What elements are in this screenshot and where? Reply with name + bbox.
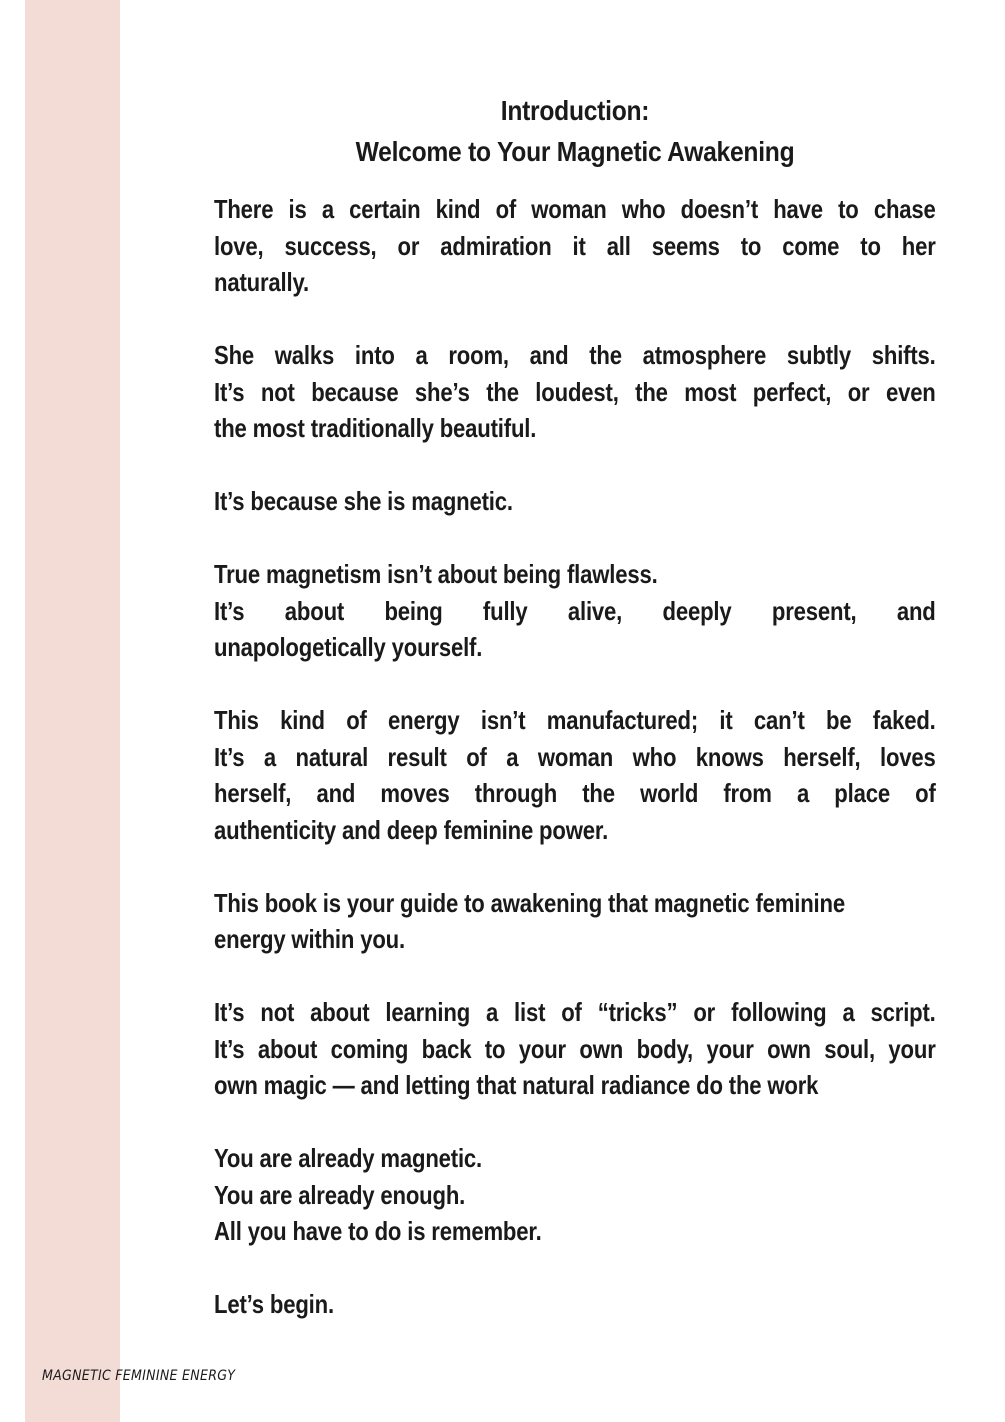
paragraph-4 bbox=[214, 556, 936, 666]
text-line: herself, and moves through the world from a place of bbox=[214, 778, 936, 808]
text-line: You are already enough. bbox=[214, 1179, 466, 1210]
text-line: It’s about being fully alive, deeply present, and bbox=[214, 595, 936, 626]
text-line: You are already magnetic. bbox=[214, 1143, 483, 1173]
text-line: love, success, or admiration it all seems to come to her bbox=[214, 230, 936, 261]
text-line: naturally. bbox=[214, 267, 309, 297]
paragraph-2 bbox=[214, 337, 936, 447]
text-line: energy within you. bbox=[214, 924, 405, 954]
footer-brand-text: MAGNETIC FEMININE ENERGY bbox=[42, 1368, 236, 1384]
heading-line-2: Welcome to Your Magnetic Awakening bbox=[355, 136, 795, 167]
text-line: unapologetically yourself. bbox=[214, 632, 483, 662]
decorative-margin-stripe bbox=[25, 0, 120, 1422]
text-line: She walks into a room, and the atmosphere subtly shifts. bbox=[214, 340, 936, 370]
text-line: own magic — and letting that natural radiance do the work bbox=[214, 1070, 819, 1100]
text-line: It’s not because she’s the loudest, the most perfect, or even bbox=[214, 376, 936, 407]
paragraph-9 bbox=[214, 1286, 936, 1323]
text-line: All you have to do is remember. bbox=[214, 1216, 542, 1246]
text-line: authenticity and deep feminine power. bbox=[214, 814, 609, 845]
text-line: the most traditionally beautiful. bbox=[214, 413, 537, 443]
paragraph-3 bbox=[214, 483, 936, 520]
paragraph-8 bbox=[214, 1140, 936, 1250]
text-line: Let’s begin. bbox=[214, 1289, 334, 1319]
text-line: It’s because she is magnetic. bbox=[214, 486, 513, 516]
paragraph-1 bbox=[214, 191, 936, 301]
text-line: This kind of energy isn’t manufactured; it can’t be faked. bbox=[214, 705, 936, 735]
chapter-heading bbox=[257, 90, 892, 172]
text-line: It’s about coming back to your own body, your own soul, your bbox=[214, 1033, 936, 1064]
heading-line-1: Introduction: bbox=[500, 95, 650, 126]
text-line: This book is your guide to awakening that magnetic feminine bbox=[214, 887, 845, 918]
text-line: True magnetism isn’t about being flawless. bbox=[214, 559, 658, 589]
paragraph-5 bbox=[214, 702, 936, 848]
paragraph-6 bbox=[214, 885, 936, 958]
body-text bbox=[214, 191, 936, 1359]
paragraph-7 bbox=[214, 994, 936, 1104]
text-line: It’s a natural result of a woman who knows herself, loves bbox=[214, 741, 936, 772]
text-line: There is a certain kind of woman who doesn’t have to chase bbox=[214, 194, 936, 224]
text-line: It’s not about learning a list of “tricks” or following a script. bbox=[214, 997, 936, 1027]
